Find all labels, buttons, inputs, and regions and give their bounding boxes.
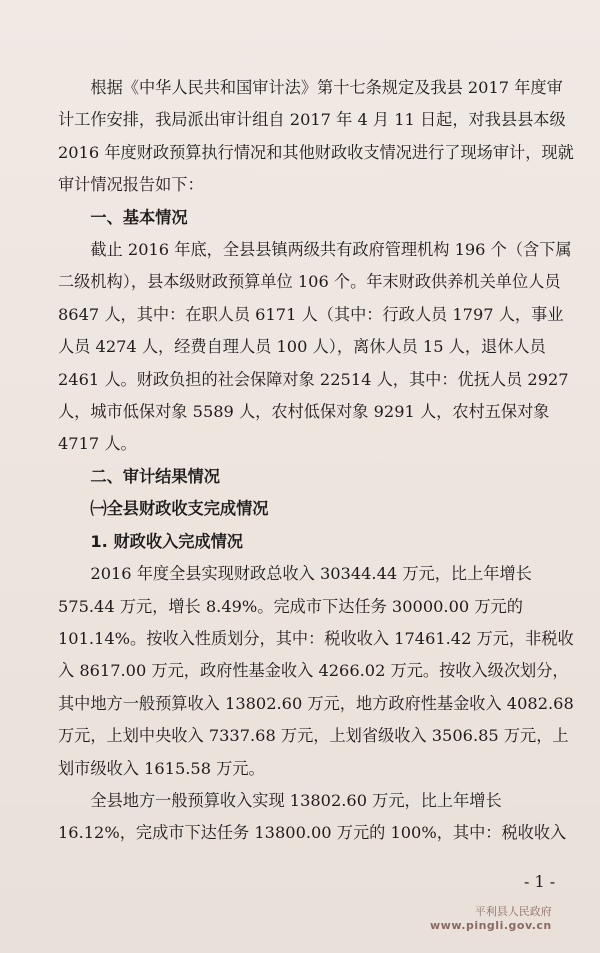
- subsection-heading-revenue: 1. 财政收入完成情况: [90, 531, 243, 551]
- subsection-heading-fiscal: ㈠全县财政收支完成情况: [90, 499, 269, 519]
- intro-paragraph: 根据《中华人民共和国审计法》第十七条规定及我县 2017 年度审计工作安排，我局派出审计组自 2017 年 4 月 11 日起，对我县县本级 2016 年度财政预算执行情况和其他财政收支情况进行了现场审计，现就审计情况报告如下：: [58, 78, 574, 195]
- site-watermark: [430, 905, 552, 933]
- revenue-paragraph: 2016 年度全县实现财政总收入 30344.44 万元，比上年增长 575.44 万元，增长 8.49%。完成市下达任务 30000.00 万元的 101.14%。按收入性质划分，其中：税收收入 17461.42 万元，非税收入 8617.00 万元，政府性基金收入 4266.02 万元。按收入级次划分，其中地方一般预算收入 13802.60 万元，地方政府性基金收入 4082.68 万元，上划中央收入 7337.68 万元，上划省级收入 3506.85 万元，上划市级收入 1615.58 万元。: [58, 564, 574, 778]
- section-heading-results: 二、审计结果情况: [90, 466, 220, 486]
- basic-info-paragraph: 截止 2016 年底，全县县镇两级共有政府管理机构 196 个（含下属二级机构），县本级财政预算单位 106 个。年末财政供养机关单位人员 8647 人，其中：在职人员 6171 人（其中：行政人员 1797 人，事业人员 4274 人，经费自理人员 100 人），离休人员 15 人，退休人员 2461 人。财政负担的社会保障对象 22514 人，其中：优抚人员 2927 人，城市低保对象 5589 人，农村低保对象 9291 人，农村五保对象 4717 人。: [58, 240, 572, 454]
- local-revenue-paragraph: 全县地方一般预算收入实现 13802.60 万元，比上年增长 16.12%，完成市下达任务 13800.00 万元的 100%，其中：税收收入: [58, 790, 567, 843]
- watermark-url: www.pingli.gov.cn: [430, 919, 552, 932]
- document-body: [58, 72, 578, 850]
- page-number: - 1 -: [524, 872, 556, 891]
- section-heading-basic: 一、基本情况: [90, 207, 188, 227]
- watermark-site-name: 平利县人民政府: [474, 905, 552, 918]
